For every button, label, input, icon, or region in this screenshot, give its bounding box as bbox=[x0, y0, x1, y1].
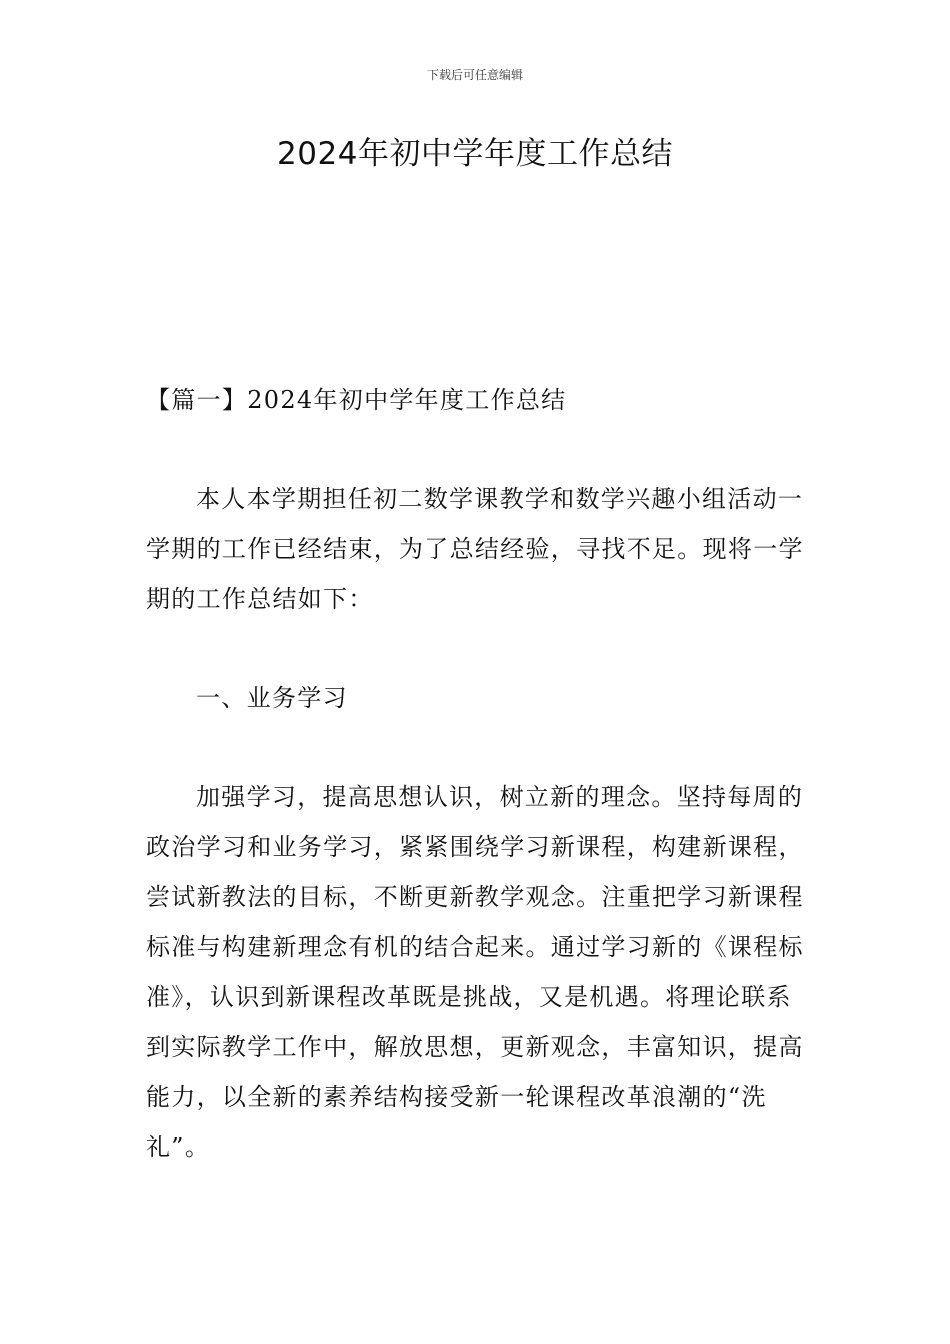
paragraph-intro: 本人本学期担任初二数学课教学和数学兴趣小组活动一学期的工作已经结束，为了总结经验，寻找不足。现将一学期的工作总结如下： bbox=[146, 485, 804, 613]
paragraph-business-study: 加强学习，提高思想认识，树立新的理念。坚持每周的政治学习和业务学习，紧紧围绕学习新课程，构建新课程，尝试新教法的目标，不断更新教学观念。注重把学习新课程标准与构建新理念有机的结合起来。通过学习新的《课程标准》，认识到新课程改革既是挑战，又是机遇。将理论联系到实际教学工作中，解放思想，更新观念，丰富知识，提高能力，以全新的素养结构接受新一轮课程改革浪潮的“洗礼”。 bbox=[146, 783, 804, 1161]
document-title: 2024年初中学年度工作总结 bbox=[277, 136, 673, 172]
sub-heading-business-study: 一、业务学习 bbox=[196, 684, 348, 712]
header-note: 下载后可任意编辑 bbox=[426, 68, 523, 82]
section-heading: 【篇一】2024年初中学年度工作总结 bbox=[146, 386, 567, 414]
